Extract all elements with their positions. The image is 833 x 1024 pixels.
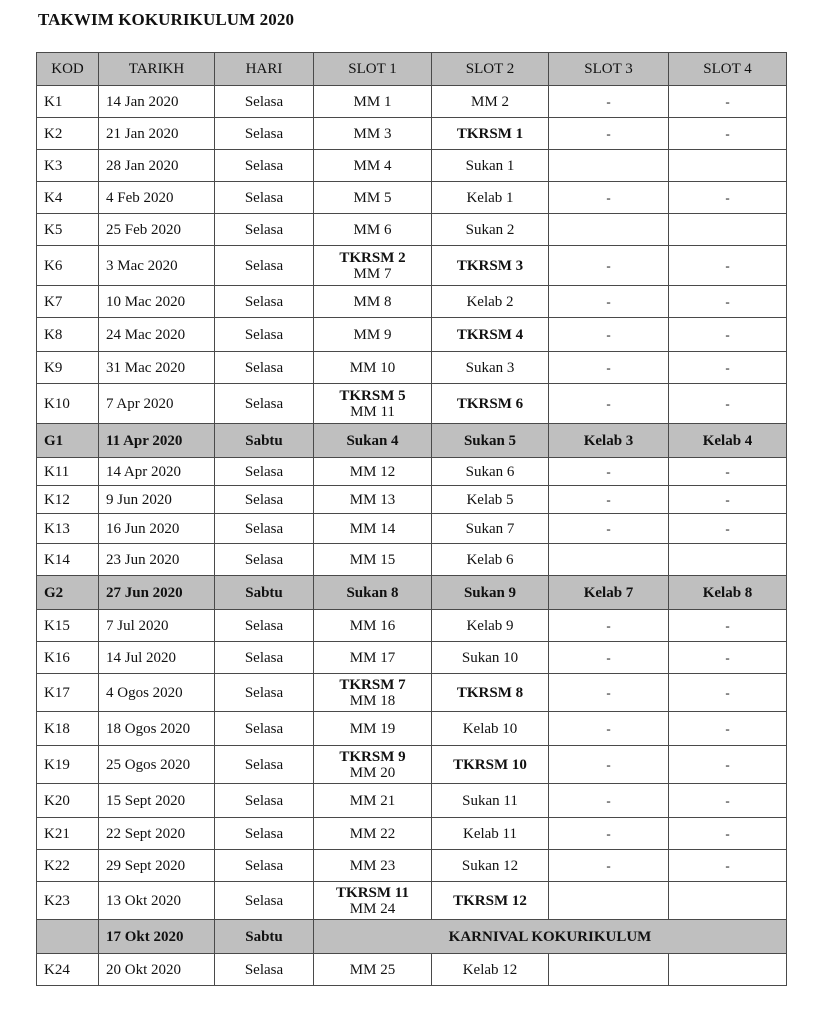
slot-1-line: Sukan 4 xyxy=(346,432,399,449)
merged-event-cell: KARNIVAL KOKURIKULUM xyxy=(314,920,787,954)
slot-4-cell: - xyxy=(669,746,787,784)
slot-4-cell: - xyxy=(669,182,787,214)
slot-1-cell xyxy=(314,712,432,746)
slot-4-cell: - xyxy=(669,318,787,352)
table-row xyxy=(37,514,787,544)
tarikh-cell: 11 Apr 2020 xyxy=(99,424,215,458)
table-row xyxy=(37,318,787,352)
slot-1-line: MM 24 xyxy=(349,900,396,917)
tarikh-cell: 25 Ogos 2020 xyxy=(99,746,215,784)
slot-3-cell: Kelab 3 xyxy=(549,424,669,458)
slot-4-cell xyxy=(669,544,787,576)
table-row xyxy=(37,544,787,576)
slot-1-cell xyxy=(314,246,432,286)
slot-4-cell: - xyxy=(669,818,787,850)
slot-1-cell xyxy=(314,86,432,118)
slot-1-cell xyxy=(314,384,432,424)
table-row xyxy=(37,642,787,674)
table-row xyxy=(37,458,787,486)
slot-1-line: MM 23 xyxy=(349,857,396,874)
table-row xyxy=(37,214,787,246)
slot-2-cell: Sukan 6 xyxy=(432,458,549,486)
slot-3-cell: - xyxy=(549,286,669,318)
kod-cell: K2 xyxy=(37,118,99,150)
header-slot-2: SLOT 2 xyxy=(432,53,549,86)
hari-cell: Selasa xyxy=(215,118,314,150)
tarikh-cell: 10 Mac 2020 xyxy=(99,286,215,318)
table-row xyxy=(37,746,787,784)
slot-2-cell: TKRSM 10 xyxy=(432,746,549,784)
tarikh-cell: 29 Sept 2020 xyxy=(99,850,215,882)
kod-cell: K24 xyxy=(37,954,99,986)
slot-1-line: MM 1 xyxy=(353,93,392,110)
slot-3-cell: - xyxy=(549,182,669,214)
slot-1-line: TKRSM 11 xyxy=(336,884,409,901)
tarikh-cell: 4 Feb 2020 xyxy=(99,182,215,214)
slot-1-line: Sukan 8 xyxy=(346,584,399,601)
slot-2-cell: Sukan 3 xyxy=(432,352,549,384)
kod-cell: K12 xyxy=(37,486,99,514)
slot-2-cell: TKRSM 12 xyxy=(432,882,549,920)
slot-2-cell: Kelab 1 xyxy=(432,182,549,214)
slot-2-cell: Sukan 10 xyxy=(432,642,549,674)
table-row xyxy=(37,384,787,424)
slot-1-line: MM 18 xyxy=(349,692,396,709)
slot-1-cell xyxy=(314,458,432,486)
slot-2-cell: MM 2 xyxy=(432,86,549,118)
slot-2-cell: Kelab 2 xyxy=(432,286,549,318)
slot-1-cell xyxy=(314,674,432,712)
hari-cell: Sabtu xyxy=(215,424,314,458)
header-slot-1: SLOT 1 xyxy=(314,53,432,86)
slot-2-cell: Kelab 11 xyxy=(432,818,549,850)
table-row xyxy=(37,954,787,986)
slot-3-cell: - xyxy=(549,352,669,384)
slot-3-cell: - xyxy=(549,118,669,150)
slot-1-cell xyxy=(314,818,432,850)
slot-1-cell xyxy=(314,746,432,784)
slot-3-cell: - xyxy=(549,610,669,642)
slot-1-cell xyxy=(314,544,432,576)
slot-3-cell xyxy=(549,150,669,182)
tarikh-cell: 9 Jun 2020 xyxy=(99,486,215,514)
slot-3-cell xyxy=(549,544,669,576)
tarikh-cell: 18 Ogos 2020 xyxy=(99,712,215,746)
slot-4-cell: - xyxy=(669,86,787,118)
slot-4-cell: - xyxy=(669,514,787,544)
slot-4-cell: - xyxy=(669,784,787,818)
hari-cell: Selasa xyxy=(215,86,314,118)
slot-2-cell: Kelab 10 xyxy=(432,712,549,746)
tarikh-cell: 15 Sept 2020 xyxy=(99,784,215,818)
kod-cell: K5 xyxy=(37,214,99,246)
slot-3-cell: - xyxy=(549,850,669,882)
table-row xyxy=(37,424,787,458)
slot-1-cell xyxy=(314,576,432,610)
hari-cell: Selasa xyxy=(215,544,314,576)
slot-1-line: TKRSM 9 xyxy=(339,748,406,765)
table-row xyxy=(37,610,787,642)
kod-cell: K4 xyxy=(37,182,99,214)
slot-1-line: TKRSM 7 xyxy=(339,676,406,693)
slot-2-cell: Sukan 5 xyxy=(432,424,549,458)
hari-cell: Selasa xyxy=(215,850,314,882)
slot-4-cell: - xyxy=(669,486,787,514)
slot-3-cell: - xyxy=(549,86,669,118)
slot-1-line: MM 14 xyxy=(349,520,396,537)
slot-3-cell xyxy=(549,882,669,920)
slot-1-line: TKRSM 5 xyxy=(339,387,406,404)
slot-1-line: MM 8 xyxy=(353,293,392,310)
hari-cell: Selasa xyxy=(215,246,314,286)
slot-3-cell: - xyxy=(549,458,669,486)
table-row xyxy=(37,712,787,746)
hari-cell: Selasa xyxy=(215,610,314,642)
hari-cell: Selasa xyxy=(215,150,314,182)
slot-1-line: MM 25 xyxy=(349,961,396,978)
slot-1-cell xyxy=(314,610,432,642)
kod-cell: K21 xyxy=(37,818,99,850)
kod-cell: K20 xyxy=(37,784,99,818)
slot-1-cell xyxy=(314,352,432,384)
table-row xyxy=(37,86,787,118)
slot-2-cell: Kelab 9 xyxy=(432,610,549,642)
slot-4-cell: - xyxy=(669,850,787,882)
header-hari: HARI xyxy=(215,53,314,86)
kod-cell: K3 xyxy=(37,150,99,182)
slot-4-cell xyxy=(669,882,787,920)
slot-1-cell xyxy=(314,954,432,986)
slot-2-cell: Sukan 2 xyxy=(432,214,549,246)
slot-1-cell xyxy=(314,850,432,882)
kod-cell: K19 xyxy=(37,746,99,784)
tarikh-cell: 14 Jan 2020 xyxy=(99,86,215,118)
kod-cell: K15 xyxy=(37,610,99,642)
slot-3-cell: - xyxy=(549,642,669,674)
slot-1-line: MM 5 xyxy=(353,189,392,206)
slot-3-cell xyxy=(549,214,669,246)
slot-4-cell: - xyxy=(669,246,787,286)
slot-2-cell: TKRSM 8 xyxy=(432,674,549,712)
slot-2-cell: Kelab 5 xyxy=(432,486,549,514)
hari-cell: Selasa xyxy=(215,818,314,850)
slot-1-line: MM 13 xyxy=(349,491,396,508)
hari-cell: Selasa xyxy=(215,514,314,544)
hari-cell: Selasa xyxy=(215,642,314,674)
hari-cell: Selasa xyxy=(215,954,314,986)
slot-2-cell: TKRSM 1 xyxy=(432,118,549,150)
hari-cell: Selasa xyxy=(215,458,314,486)
table-row xyxy=(37,920,787,954)
table-row xyxy=(37,818,787,850)
slot-3-cell: - xyxy=(549,246,669,286)
hari-cell: Selasa xyxy=(215,182,314,214)
hari-cell: Selasa xyxy=(215,384,314,424)
slot-3-cell xyxy=(549,954,669,986)
hari-cell: Selasa xyxy=(215,286,314,318)
hari-cell: Selasa xyxy=(215,318,314,352)
tarikh-cell: 7 Apr 2020 xyxy=(99,384,215,424)
slot-3-cell: - xyxy=(549,384,669,424)
hari-cell: Selasa xyxy=(215,784,314,818)
tarikh-cell: 16 Jun 2020 xyxy=(99,514,215,544)
tarikh-cell: 7 Jul 2020 xyxy=(99,610,215,642)
slot-2-cell: Sukan 11 xyxy=(432,784,549,818)
slot-1-cell xyxy=(314,214,432,246)
tarikh-cell: 23 Jun 2020 xyxy=(99,544,215,576)
slot-4-cell: - xyxy=(669,712,787,746)
slot-1-cell xyxy=(314,286,432,318)
slot-1-line: MM 11 xyxy=(350,403,395,420)
table-row xyxy=(37,850,787,882)
kod-cell: K6 xyxy=(37,246,99,286)
hari-cell: Sabtu xyxy=(215,920,314,954)
slot-1-cell xyxy=(314,882,432,920)
tarikh-cell: 13 Okt 2020 xyxy=(99,882,215,920)
kod-cell: G1 xyxy=(37,424,99,458)
slot-1-line: MM 21 xyxy=(349,792,396,809)
hari-cell: Selasa xyxy=(215,882,314,920)
table-row xyxy=(37,352,787,384)
slot-4-cell: - xyxy=(669,458,787,486)
slot-1-line: MM 10 xyxy=(349,359,396,376)
kod-cell: K9 xyxy=(37,352,99,384)
hari-cell: Selasa xyxy=(215,746,314,784)
slot-2-cell: TKRSM 3 xyxy=(432,246,549,286)
slot-4-cell: - xyxy=(669,674,787,712)
slot-3-cell: Kelab 7 xyxy=(549,576,669,610)
kod-cell: K13 xyxy=(37,514,99,544)
table-row xyxy=(37,882,787,920)
tarikh-cell: 25 Feb 2020 xyxy=(99,214,215,246)
slot-1-line: MM 7 xyxy=(353,265,392,282)
header-kod: KOD xyxy=(37,53,99,86)
tarikh-cell: 28 Jan 2020 xyxy=(99,150,215,182)
tarikh-cell: 20 Okt 2020 xyxy=(99,954,215,986)
tarikh-cell: 27 Jun 2020 xyxy=(99,576,215,610)
table-row xyxy=(37,784,787,818)
kod-cell: K7 xyxy=(37,286,99,318)
header-slot-3: SLOT 3 xyxy=(549,53,669,86)
slot-1-line: MM 22 xyxy=(349,825,396,842)
kod-cell: G2 xyxy=(37,576,99,610)
slot-3-cell: - xyxy=(549,318,669,352)
slot-2-cell: TKRSM 4 xyxy=(432,318,549,352)
tarikh-cell: 4 Ogos 2020 xyxy=(99,674,215,712)
tarikh-cell: 21 Jan 2020 xyxy=(99,118,215,150)
slot-4-cell: - xyxy=(669,286,787,318)
tarikh-cell: 24 Mac 2020 xyxy=(99,318,215,352)
slot-4-cell: - xyxy=(669,352,787,384)
header-tarikh: TARIKH xyxy=(99,53,215,86)
slot-3-cell: - xyxy=(549,818,669,850)
slot-1-line: MM 4 xyxy=(353,157,392,174)
table-body xyxy=(37,86,787,986)
table-header-row xyxy=(37,53,787,86)
slot-1-cell xyxy=(314,182,432,214)
tarikh-cell: 14 Jul 2020 xyxy=(99,642,215,674)
tarikh-cell: 3 Mac 2020 xyxy=(99,246,215,286)
slot-1-line: MM 20 xyxy=(349,764,396,781)
slot-3-cell: - xyxy=(549,514,669,544)
table-row xyxy=(37,576,787,610)
calendar-table xyxy=(36,52,787,986)
tarikh-cell: 17 Okt 2020 xyxy=(99,920,215,954)
slot-2-cell: Sukan 7 xyxy=(432,514,549,544)
kod-cell: K10 xyxy=(37,384,99,424)
kod-cell: K17 xyxy=(37,674,99,712)
slot-2-cell: Kelab 12 xyxy=(432,954,549,986)
slot-3-cell: - xyxy=(549,486,669,514)
slot-3-cell: - xyxy=(549,674,669,712)
slot-2-cell: Sukan 1 xyxy=(432,150,549,182)
slot-1-line: MM 19 xyxy=(349,720,396,737)
slot-4-cell: Kelab 4 xyxy=(669,424,787,458)
slot-3-cell: - xyxy=(549,784,669,818)
hari-cell: Selasa xyxy=(215,674,314,712)
document-title: TAKWIM KOKURIKULUM 2020 xyxy=(38,10,295,29)
slot-1-line: MM 16 xyxy=(349,617,396,634)
slot-4-cell: - xyxy=(669,384,787,424)
kod-cell: K11 xyxy=(37,458,99,486)
slot-1-line: MM 12 xyxy=(349,463,396,480)
slot-1-cell xyxy=(314,318,432,352)
slot-1-cell xyxy=(314,514,432,544)
slot-4-cell xyxy=(669,214,787,246)
header-slot-4: SLOT 4 xyxy=(669,53,787,86)
slot-1-cell xyxy=(314,118,432,150)
slot-1-line: MM 17 xyxy=(349,649,396,666)
slot-1-cell xyxy=(314,424,432,458)
kod-cell: K18 xyxy=(37,712,99,746)
slot-1-line: TKRSM 2 xyxy=(339,249,406,266)
hari-cell: Selasa xyxy=(215,486,314,514)
tarikh-cell: 22 Sept 2020 xyxy=(99,818,215,850)
slot-2-cell: Kelab 6 xyxy=(432,544,549,576)
hari-cell: Selasa xyxy=(215,352,314,384)
tarikh-cell: 14 Apr 2020 xyxy=(99,458,215,486)
slot-2-cell: Sukan 9 xyxy=(432,576,549,610)
slot-2-cell: TKRSM 6 xyxy=(432,384,549,424)
table-row xyxy=(37,182,787,214)
slot-2-cell: Sukan 12 xyxy=(432,850,549,882)
hari-cell: Selasa xyxy=(215,712,314,746)
slot-3-cell: - xyxy=(549,712,669,746)
slot-3-cell: - xyxy=(549,746,669,784)
slot-4-cell xyxy=(669,954,787,986)
table-row xyxy=(37,674,787,712)
table-row xyxy=(37,246,787,286)
slot-1-line: MM 9 xyxy=(353,326,392,343)
table-row xyxy=(37,118,787,150)
kod-cell: K8 xyxy=(37,318,99,352)
hari-cell: Sabtu xyxy=(215,576,314,610)
kod-cell: K16 xyxy=(37,642,99,674)
slot-1-cell xyxy=(314,784,432,818)
slot-4-cell: - xyxy=(669,610,787,642)
table-row xyxy=(37,150,787,182)
slot-1-line: MM 15 xyxy=(349,551,396,568)
slot-4-cell: Kelab 8 xyxy=(669,576,787,610)
slot-1-cell xyxy=(314,486,432,514)
slot-4-cell: - xyxy=(669,642,787,674)
tarikh-cell: 31 Mac 2020 xyxy=(99,352,215,384)
kod-cell: K22 xyxy=(37,850,99,882)
kod-cell: K23 xyxy=(37,882,99,920)
hari-cell: Selasa xyxy=(215,214,314,246)
slot-1-cell xyxy=(314,150,432,182)
kod-cell: K14 xyxy=(37,544,99,576)
kod-cell xyxy=(37,920,99,954)
table-row xyxy=(37,286,787,318)
slot-4-cell xyxy=(669,150,787,182)
slot-4-cell: - xyxy=(669,118,787,150)
slot-1-line: MM 6 xyxy=(353,221,392,238)
table-row xyxy=(37,486,787,514)
slot-1-cell xyxy=(314,642,432,674)
kod-cell: K1 xyxy=(37,86,99,118)
slot-1-line: MM 3 xyxy=(353,125,392,142)
